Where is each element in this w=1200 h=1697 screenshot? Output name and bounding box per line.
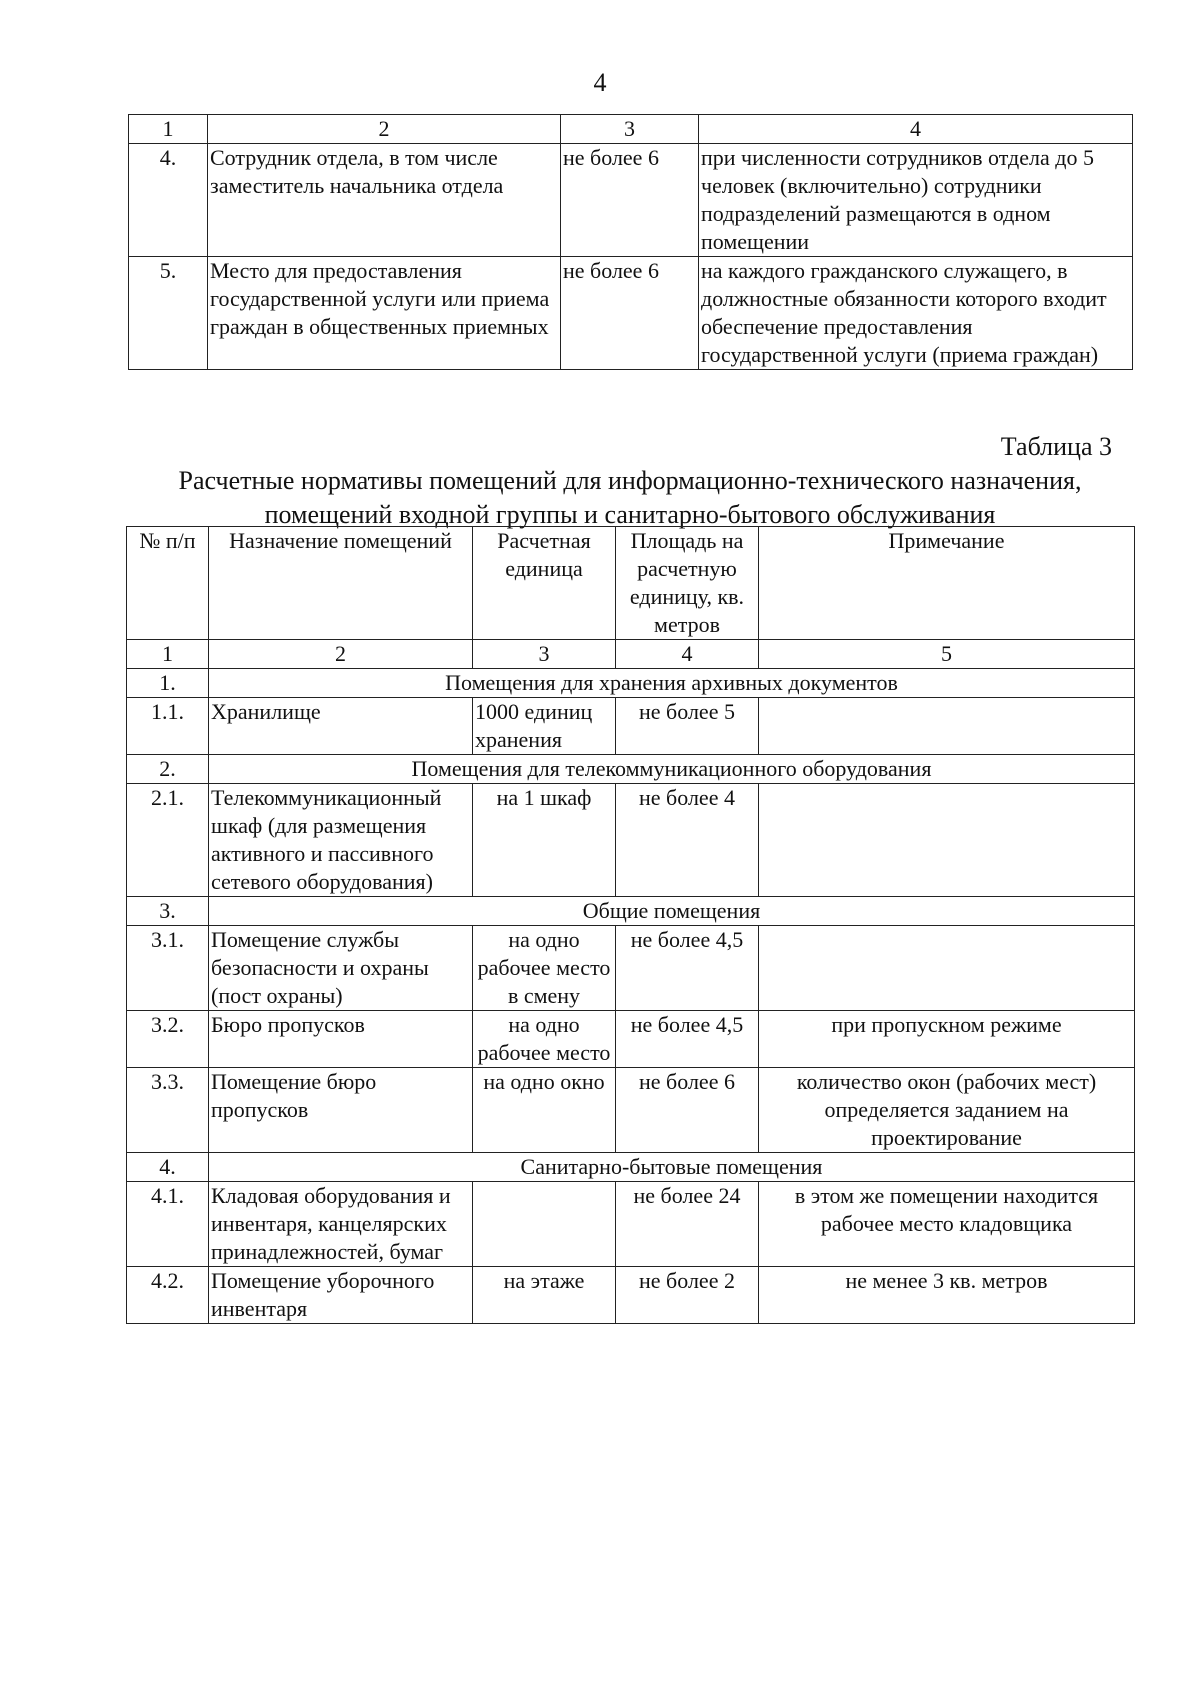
table-title: Расчетные нормативы помещений для информационно-технического назначения, помещений входной группы и санитарно-бытового обслуживания bbox=[178, 466, 1082, 529]
column-number: 1 bbox=[127, 640, 209, 669]
unit-value: 1000 единиц хранения bbox=[473, 698, 616, 755]
note-text bbox=[759, 698, 1135, 755]
table-row bbox=[129, 144, 1133, 257]
note-text: при численности сотрудников отдела до 5 человек (включительно) сотрудники подразделений размещаются в одном помещении bbox=[699, 144, 1133, 257]
column-number-row bbox=[127, 640, 1135, 669]
continued-table bbox=[128, 114, 1133, 370]
column-header: Примечание bbox=[759, 527, 1135, 640]
section-number: 3. bbox=[127, 897, 209, 926]
column-header: Площадь на расчетную единицу, кв. метров bbox=[616, 527, 759, 640]
note-text bbox=[759, 784, 1135, 897]
section-number: 1. bbox=[127, 669, 209, 698]
room-name: Помещение уборочного инвентаря bbox=[209, 1267, 473, 1324]
table-header-row bbox=[127, 527, 1135, 640]
unit-value: на 1 шкаф bbox=[473, 784, 616, 897]
area-value: не более 2 bbox=[616, 1267, 759, 1324]
table-row bbox=[127, 1267, 1135, 1324]
table-row bbox=[127, 698, 1135, 755]
area-value: не более 24 bbox=[616, 1182, 759, 1267]
room-name: Хранилище bbox=[209, 698, 473, 755]
area-value: не более 6 bbox=[561, 257, 699, 370]
section-row bbox=[127, 897, 1135, 926]
area-value: не более 4,5 bbox=[616, 926, 759, 1011]
table-label: Таблица 3 bbox=[1000, 432, 1112, 461]
unit-value bbox=[473, 1182, 616, 1267]
row-number: 4. bbox=[129, 144, 208, 257]
page-number: 4 bbox=[593, 68, 607, 97]
column-number: 3 bbox=[561, 115, 699, 144]
note-text: на каждого гражданского служащего, в должностные обязанности которого входит обеспечение предоставления государственной услуги (приема граждан) bbox=[699, 257, 1133, 370]
row-number: 2.1. bbox=[127, 784, 209, 897]
column-number: 2 bbox=[208, 115, 561, 144]
row-number: 3.3. bbox=[127, 1068, 209, 1153]
column-number: 5 bbox=[759, 640, 1135, 669]
column-number: 4 bbox=[616, 640, 759, 669]
room-name: Телекоммуникационный шкаф (для размещения активного и пассивного сетевого оборудования) bbox=[209, 784, 473, 897]
unit-value: на этаже bbox=[473, 1267, 616, 1324]
room-name: Помещение службы безопасности и охраны (пост охраны) bbox=[209, 926, 473, 1011]
room-name: Бюро пропусков bbox=[209, 1011, 473, 1068]
row-number: 1.1. bbox=[127, 698, 209, 755]
continued-table-header-row bbox=[129, 115, 1133, 144]
section-row bbox=[127, 755, 1135, 784]
column-header: Расчетная единица bbox=[473, 527, 616, 640]
area-value: не более 6 bbox=[616, 1068, 759, 1153]
table-row bbox=[129, 257, 1133, 370]
area-value: не более 4 bbox=[616, 784, 759, 897]
area-value: не более 5 bbox=[616, 698, 759, 755]
table-row bbox=[127, 1011, 1135, 1068]
note-text: в этом же помещении находится рабочее место кладовщика bbox=[759, 1182, 1135, 1267]
column-number: 1 bbox=[129, 115, 208, 144]
table-row bbox=[127, 784, 1135, 897]
section-number: 4. bbox=[127, 1153, 209, 1182]
table-row bbox=[127, 926, 1135, 1011]
column-header: Назначение помещений bbox=[209, 527, 473, 640]
section-number: 2. bbox=[127, 755, 209, 784]
norms-table bbox=[126, 526, 1135, 1324]
column-number: 4 bbox=[699, 115, 1133, 144]
section-title: Помещения для хранения архивных документов bbox=[209, 669, 1135, 698]
section-title: Помещения для телекоммуникационного оборудования bbox=[209, 755, 1135, 784]
section-title: Общие помещения bbox=[209, 897, 1135, 926]
row-number: 5. bbox=[129, 257, 208, 370]
unit-value: на одно рабочее место в смену bbox=[473, 926, 616, 1011]
column-header: № п/п bbox=[127, 527, 209, 640]
row-number: 3.1. bbox=[127, 926, 209, 1011]
section-row bbox=[127, 669, 1135, 698]
row-number: 4.2. bbox=[127, 1267, 209, 1324]
section-title: Санитарно-бытовые помещения bbox=[209, 1153, 1135, 1182]
section-row bbox=[127, 1153, 1135, 1182]
note-text: не менее 3 кв. метров bbox=[759, 1267, 1135, 1324]
column-number: 2 bbox=[209, 640, 473, 669]
note-text: при пропускном режиме bbox=[759, 1011, 1135, 1068]
table-row bbox=[127, 1068, 1135, 1153]
area-value: не более 6 bbox=[561, 144, 699, 257]
room-name: Место для предоставления государственной услуги или приема граждан в общественных приемных bbox=[208, 257, 561, 370]
column-number: 3 bbox=[473, 640, 616, 669]
table-row bbox=[127, 1182, 1135, 1267]
room-name: Кладовая оборудования и инвентаря, канцелярских принадлежностей, бумаг bbox=[209, 1182, 473, 1267]
unit-value: на одно окно bbox=[473, 1068, 616, 1153]
room-name: Сотрудник отдела, в том числе заместитель начальника отдела bbox=[208, 144, 561, 257]
area-value: не более 4,5 bbox=[616, 1011, 759, 1068]
note-text bbox=[759, 926, 1135, 1011]
row-number: 3.2. bbox=[127, 1011, 209, 1068]
row-number: 4.1. bbox=[127, 1182, 209, 1267]
unit-value: на одно рабочее место bbox=[473, 1011, 616, 1068]
room-name: Помещение бюро пропусков bbox=[209, 1068, 473, 1153]
note-text: количество окон (рабочих мест) определяется заданием на проектирование bbox=[759, 1068, 1135, 1153]
